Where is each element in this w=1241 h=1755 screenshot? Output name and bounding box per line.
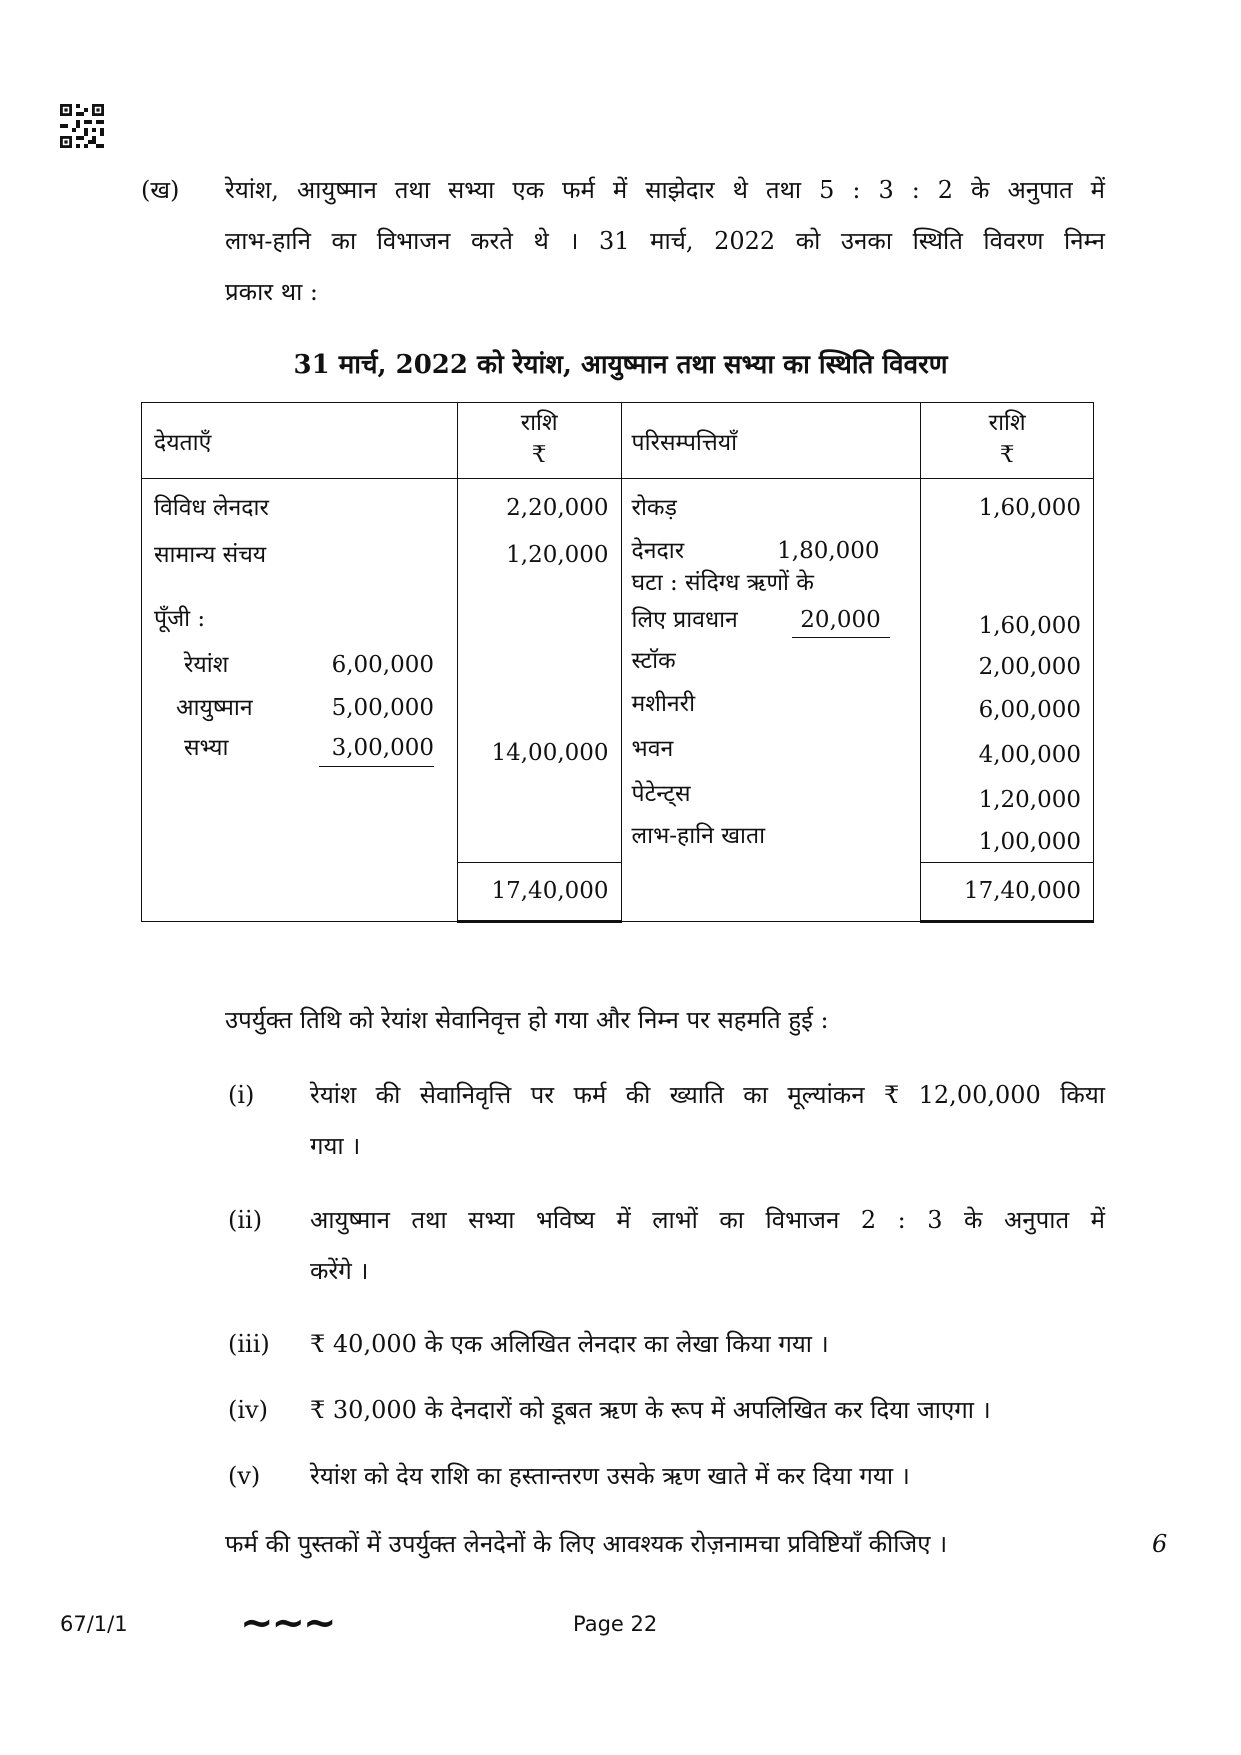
question-line-3: प्रकार था : (225, 278, 319, 306)
item-number: (iv) (228, 1396, 268, 1424)
liabilities-column (142, 479, 458, 863)
provision-label-2: लिए प्रावधान (631, 607, 738, 633)
machinery-label: मशीनरी (631, 691, 696, 717)
intro-text: उपर्युक्त तिथि को रेयांश सेवानिवृत्त हो गया और निम्न पर सहमति हुई : (225, 1006, 829, 1034)
currency-symbol: ₹ (531, 442, 547, 468)
item-number: (v) (228, 1462, 261, 1490)
partner-capital: 5,00,000 (331, 695, 434, 721)
amount-header-left (457, 403, 621, 479)
machinery-amount: 6,00,000 (978, 697, 1081, 723)
wave-mark: ~~~ (240, 1600, 335, 1646)
debtors-net-amount: 1,60,000 (978, 613, 1081, 639)
debtors-label: देनदार (631, 538, 685, 564)
cash-amount: 1,60,000 (978, 495, 1081, 521)
creditors-label: विविध लेनदार (154, 495, 269, 521)
instruction-text: फर्म की पुस्तकों में उपर्युक्त लेनदेनों के लिए आवश्यक रोज़नामचा प्रविष्टियाँ कीजिए । (225, 1530, 948, 1558)
item-text: आयुष्मान तथा सभ्या भविष्य में लाभों का विभाजन 2 : 3 के अनुपात में (310, 1206, 1105, 1234)
liabilities-total: 17,40,000 (457, 863, 621, 922)
amount-label: राशि (520, 410, 558, 436)
question-label: (ख) (141, 176, 180, 204)
liabilities-header: देयताएँ (142, 403, 458, 479)
question-line-1: रेयांश, आयुष्मान तथा सभ्या एक फर्म में साझेदार थे तथा 5 : 3 : 2 के अनुपात में (225, 176, 1105, 204)
liabilities-amount-column (457, 479, 621, 863)
patents-amount: 1,20,000 (978, 787, 1081, 813)
item-text: गया । (310, 1132, 361, 1160)
balance-sheet-title: 31 मार्च, 2022 को रेयांश, आयुष्मान तथा सभ्या का स्थिति विवरण (293, 350, 948, 380)
partner-row (154, 687, 457, 730)
creditors-amount: 2,20,000 (506, 495, 609, 521)
partner-name: सभ्या (184, 735, 229, 761)
debtors-gross-amount: 1,80,000 (777, 538, 880, 564)
building-label: भवन (631, 736, 674, 762)
table-body-row (142, 479, 1094, 863)
partner-capital: 3,00,000 (319, 730, 434, 767)
general-reserve-label: सामान्य संचय (154, 542, 267, 568)
stock-amount: 2,00,000 (978, 654, 1081, 680)
question-line-2: लाभ-हानि का विभाजन करते थे । 31 मार्च, 2022 को उनका स्थिति विवरण निम्न (225, 227, 1105, 255)
balance-sheet-table (141, 402, 1094, 923)
item-number: (i) (228, 1081, 255, 1109)
partner-name: आयुष्मान (176, 695, 253, 721)
capital-total-amount: 14,00,000 (491, 740, 609, 766)
building-amount: 4,00,000 (978, 742, 1081, 768)
item-text: ₹ 40,000 के एक अलिखित लेनदार का लेखा किया गया । (310, 1330, 829, 1358)
item-text: ₹ 30,000 के देनदारों को डूबत ऋण के रूप में अपलिखित कर दिया जाएगा । (310, 1396, 991, 1424)
assets-amount-column (921, 479, 1094, 863)
general-reserve-amount: 1,20,000 (506, 542, 609, 568)
table-header-row (142, 403, 1094, 479)
assets-column (621, 479, 921, 863)
patents-label: पेटेन्ट्स (631, 781, 691, 807)
profit-loss-amount: 1,00,000 (978, 829, 1081, 855)
provision-row (632, 600, 921, 640)
page-number: Page 22 (573, 1612, 658, 1636)
table-total-row (142, 863, 1094, 922)
cash-label: रोकड़ (631, 495, 677, 521)
assets-header: परिसम्पत्तियाँ (621, 403, 921, 479)
provision-label-1: घटा : संदिग्ध ऋणों के (631, 570, 814, 596)
debtors-row (632, 532, 921, 566)
amount-label: राशि (988, 410, 1026, 436)
partner-row (154, 644, 457, 687)
stock-label: स्टॉक (631, 648, 676, 674)
assets-total: 17,40,000 (921, 863, 1094, 922)
paper-code: 67/1/1 (60, 1612, 128, 1636)
partner-row (154, 730, 457, 773)
capital-label: पूँजी : (154, 606, 206, 632)
item-number: (iii) (228, 1330, 270, 1358)
profit-loss-label: लाभ-हानि खाता (631, 823, 766, 849)
currency-symbol: ₹ (999, 442, 1015, 468)
amount-header-right (921, 403, 1094, 479)
partner-capital: 6,00,000 (331, 652, 434, 678)
qr-code-icon (60, 104, 104, 148)
provision-amount: 20,000 (792, 603, 890, 638)
item-text: करेंगे । (310, 1257, 369, 1285)
item-text: रेयांश को देय राशि का हस्तान्तरण उसके ऋण खाते में कर दिया गया । (310, 1462, 910, 1490)
item-text: रेयांश की सेवानिवृत्ति पर फर्म की ख्याति का मूल्यांकन ₹ 12,00,000 किया (310, 1081, 1105, 1109)
partner-name: रेयांश (184, 652, 229, 678)
item-number: (ii) (228, 1206, 263, 1234)
marks: 6 (1152, 1530, 1168, 1558)
